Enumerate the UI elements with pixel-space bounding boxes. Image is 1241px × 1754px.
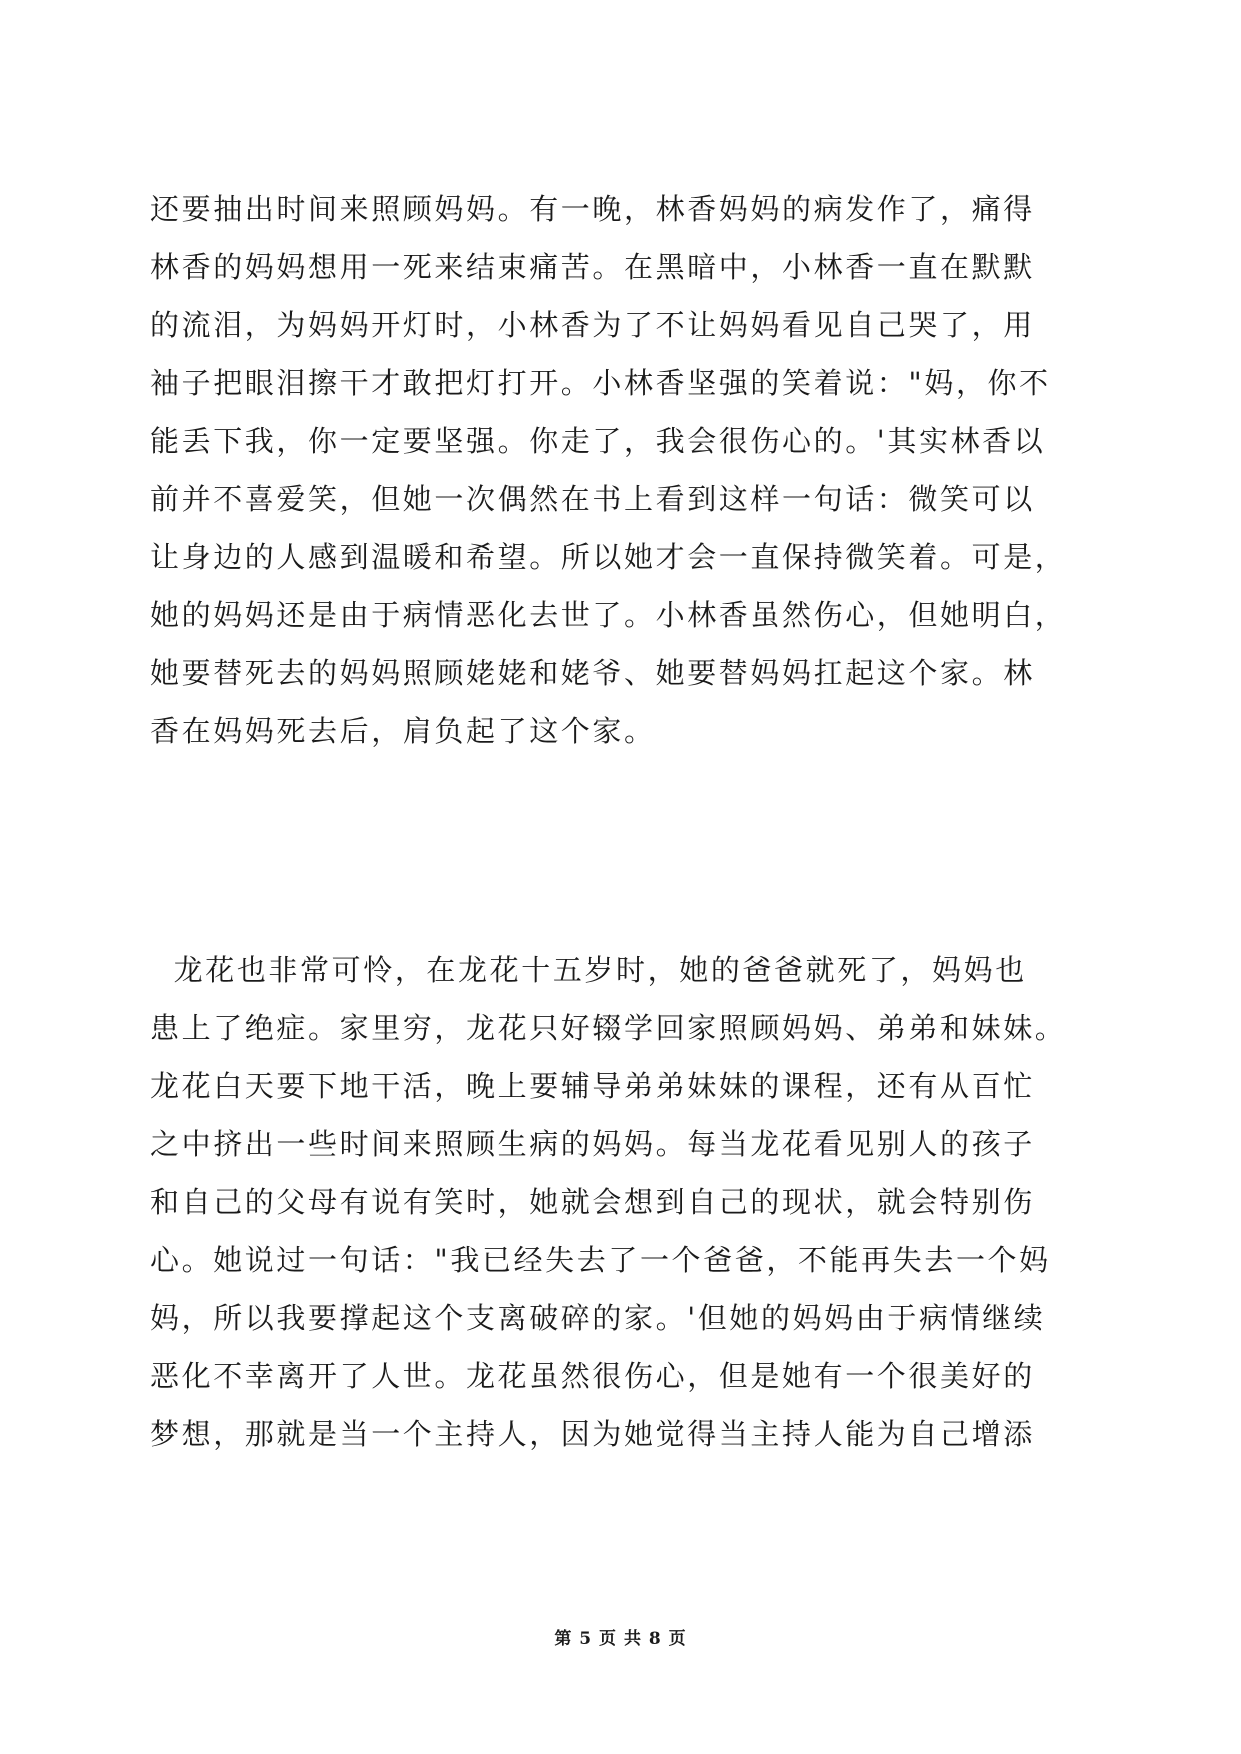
- text-line: 能丢下我，你一定要坚强。你走了，我会很伤心的。'其实林香以: [150, 424, 1046, 458]
- text-line: 香在妈妈死去后，肩负起了这个家。: [150, 714, 656, 748]
- text-line: 的流泪，为妈妈开灯时，小林香为了不让妈妈看见自己哭了，用: [150, 308, 1035, 342]
- text-line: 和自己的父母有说有笑时，她就会想到自己的现状，就会特别伤: [150, 1185, 1035, 1219]
- text-line: 她要替死去的妈妈照顾姥姥和姥爷、她要替妈妈扛起这个家。林: [150, 656, 1035, 690]
- text-line: 龙花也非常可怜，在龙花十五岁时，她的爸爸就死了，妈妈也: [150, 953, 1027, 987]
- text-line: 妈，所以我要撑起这个支离破碎的家。'但她的妈妈由于病情继续: [150, 1301, 1046, 1335]
- text-line: 梦想，那就是当一个主持人，因为她觉得当主持人能为自己增添: [150, 1417, 1035, 1451]
- text-line: 林香的妈妈想用一死来结束痛苦。在黑暗中，小林香一直在默默: [150, 250, 1035, 284]
- page-number-footer: 第 5 页 共 8 页: [554, 1629, 687, 1649]
- paragraph-lin-xiang: [150, 180, 1090, 760]
- text-line: 恶化不幸离开了人世。龙花虽然很伤心，但是她有一个很美好的: [150, 1359, 1035, 1393]
- text-line: 患上了绝症。家里穷，龙花只好辍学回家照顾妈妈、弟弟和妹妹。: [150, 1011, 1067, 1045]
- text-line: 龙花白天要下地干活，晚上要辅导弟弟妹妹的课程，还有从百忙: [150, 1069, 1035, 1103]
- text-line: 之中挤出一些时间来照顾生病的妈妈。每当龙花看见别人的孩子: [150, 1127, 1035, 1161]
- text-line: 她的妈妈还是由于病情恶化去世了。小林香虽然伤心，但她明白，: [150, 598, 1067, 632]
- text-line: 袖子把眼泪擦干才敢把灯打开。小林香坚强的笑着说："妈，你不: [150, 366, 1051, 400]
- paragraph-long-hua: [150, 941, 1090, 1463]
- text-line: 前并不喜爱笑，但她一次偶然在书上看到这样一句话：微笑可以: [150, 482, 1035, 516]
- text-line: 还要抽出时间来照顾妈妈。有一晚，林香妈妈的病发作了，痛得: [150, 192, 1035, 226]
- text-line: 让身边的人感到温暖和希望。所以她才会一直保持微笑着。可是，: [150, 540, 1067, 574]
- text-line: 心。她说过一句话："我已经失去了一个爸爸，不能再失去一个妈: [150, 1243, 1051, 1277]
